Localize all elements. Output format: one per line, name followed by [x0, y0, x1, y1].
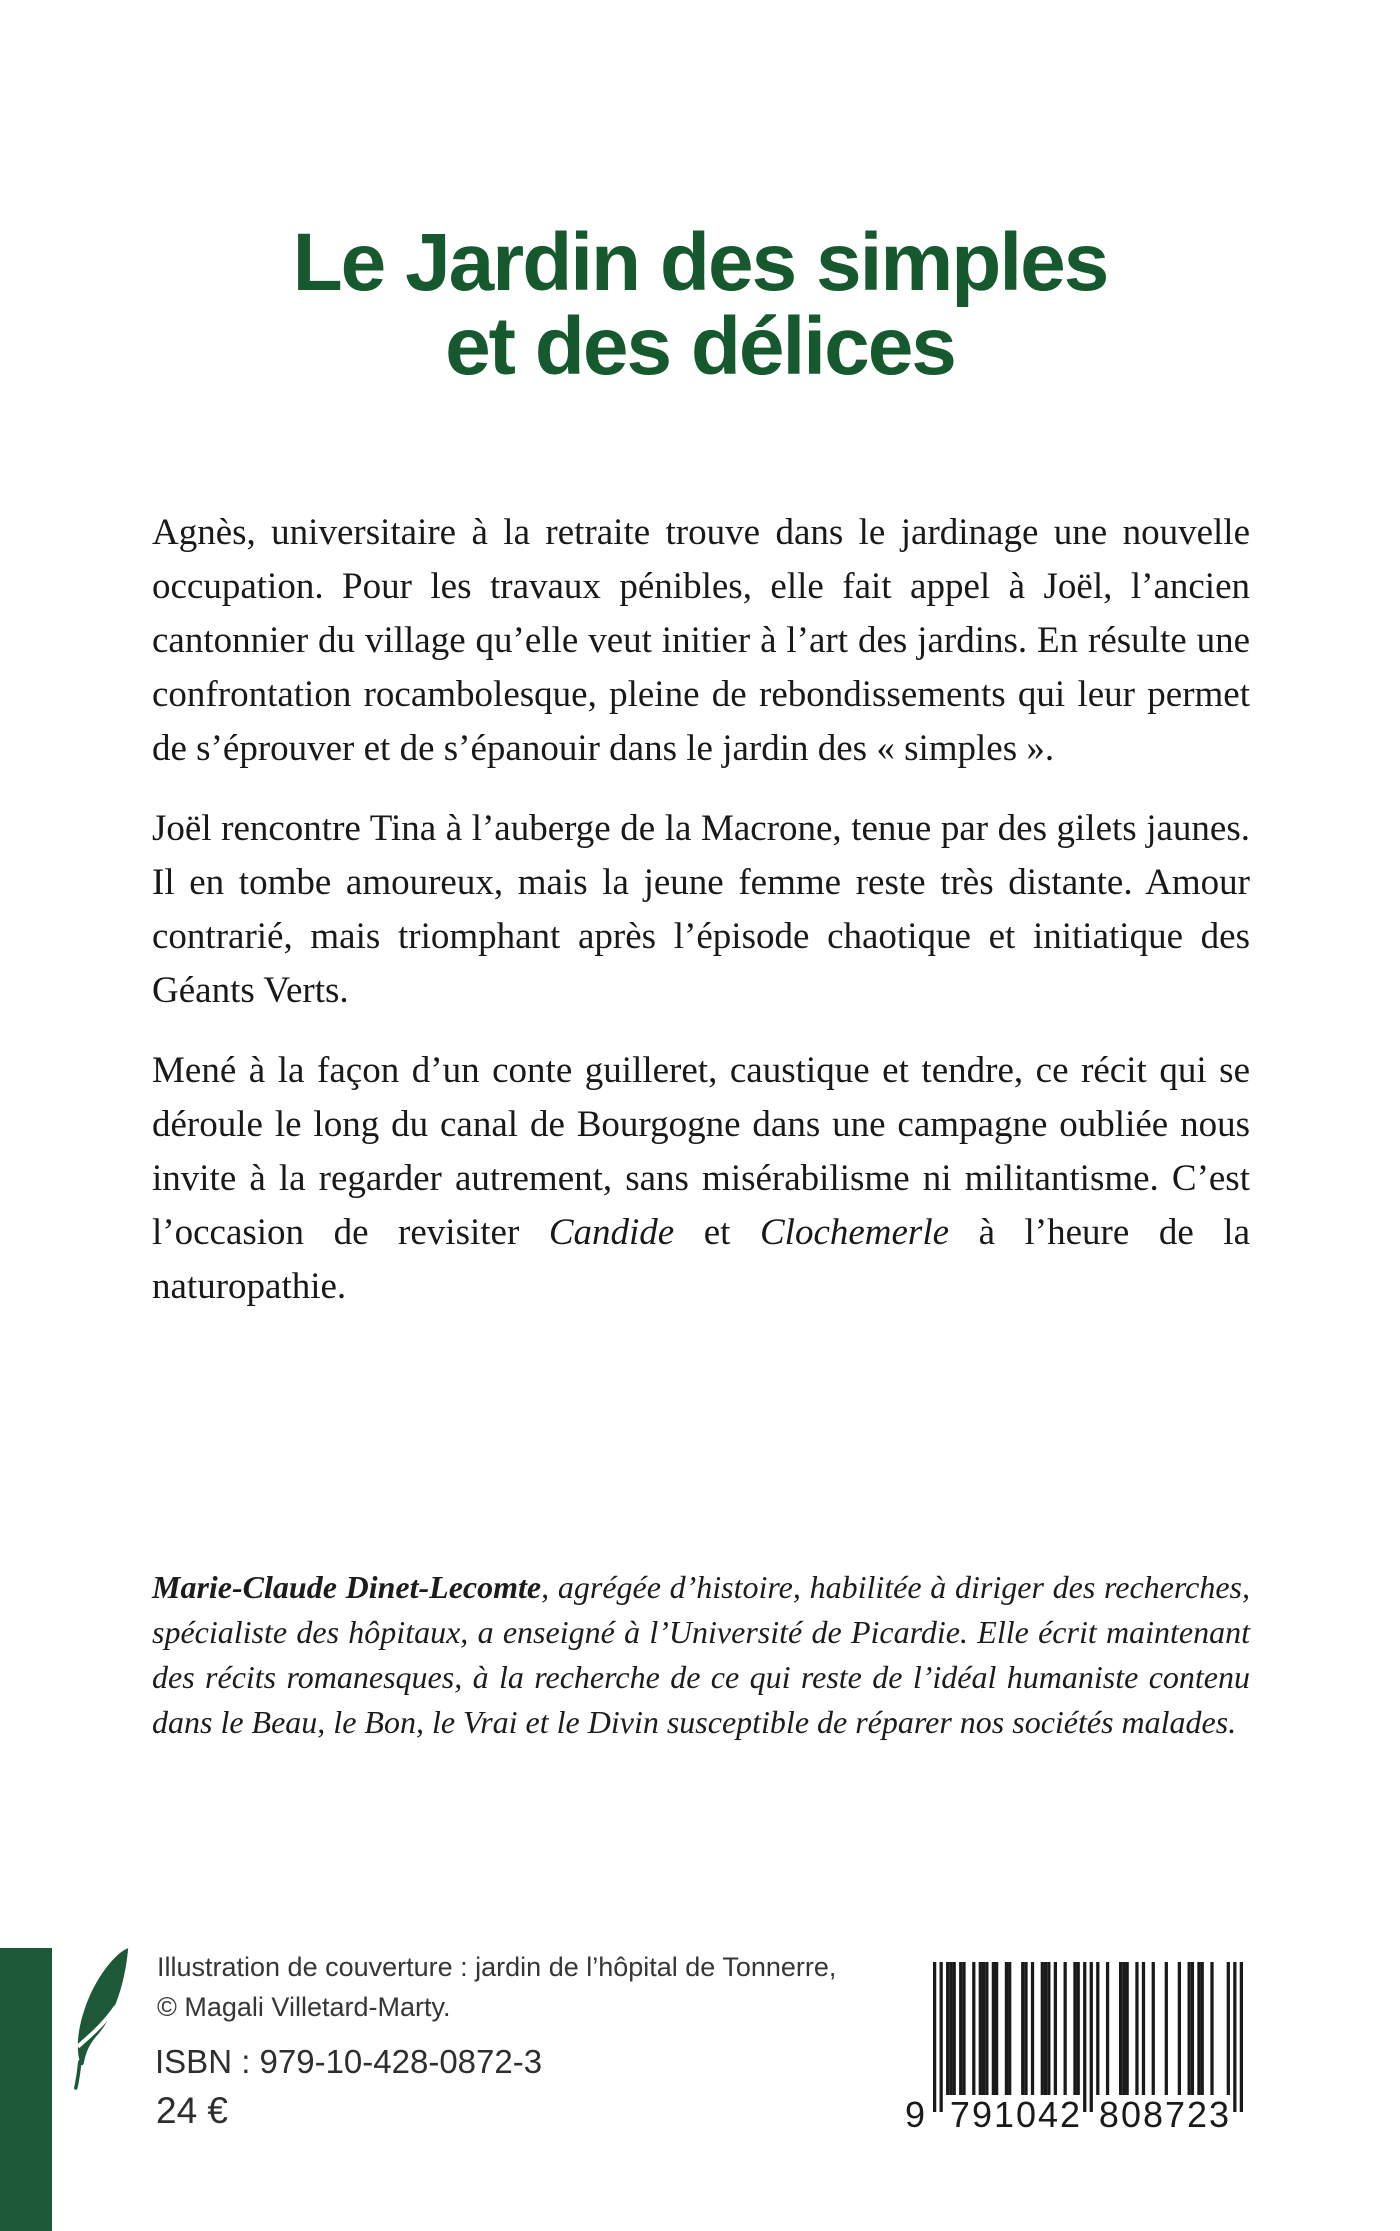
barcode-digits-left: 791042 — [949, 2094, 1083, 2135]
synopsis-paragraph-1: Agnès, universitaire à la retraite trouve dans le jardinage une nouvelle occupation. Pour les travaux pénibles, elle fait appel à Joël, l’ancien cantonnier du village qu’elle veut initier à l’art des jardins. En résulte une confrontation rocambolesque, pleine de rebondissements qui leur permet de s’éprouver et de s’épanouir dans le jardin des « simples ». — [152, 512, 1250, 769]
author-name: Marie-Claude Dinet-Lecomte — [152, 1569, 542, 1605]
referenced-book-title: Clochemerle — [759, 1212, 950, 1253]
synopsis-paragraph-2: Joël rencontre Tina à l’auberge de la Macrone, tenue par des gilets jaunes. Il en tombe amoureux, mais la jeune femme reste très distante. Amour contrarié, mais triomphant après l’épisode chaotique et initiatique des Géants Verts. — [152, 808, 1250, 1011]
green-accent-stripe — [0, 1948, 52, 2231]
title-line-2: et des délices — [445, 300, 955, 392]
title-line-1: Le Jardin des simples — [292, 216, 1108, 308]
author-bio — [152, 1565, 1250, 1745]
price-label: 24 € — [156, 2090, 229, 2131]
synopsis-paragraph-3-text: et — [674, 1212, 760, 1253]
barcode-bars — [933, 1962, 1243, 2112]
quill-feather-icon — [68, 1946, 136, 2092]
cover-credit-line-1: Illustration de couverture : jardin de l’hôpital de Tonnerre, — [157, 1952, 837, 1982]
isbn-label: ISBN : 979-10-428-0872-3 — [155, 2043, 543, 2080]
referenced-book-title: Candide — [548, 1212, 675, 1253]
cover-credit — [157, 1947, 836, 2027]
page-title — [0, 216, 1400, 392]
barcode-digit-lead: 9 — [905, 2094, 928, 2135]
synopsis — [152, 506, 1250, 1314]
cover-credit-line-2: © Magali Villetard-Marty. — [157, 1992, 451, 2022]
synopsis-paragraph-3-text: Mené à la façon d’un conte guilleret, caustique et tendre, ce récit qui se déroule le long du canal de Bourgogne dans une campagne oubliée nous invite à la regarder autrement, sans misérabilisme ni militantisme. C’est l’occasion de revisiter — [152, 1050, 1250, 1253]
author-bio-text: , agrégée d’histoire, habilitée à diriger des recherches, spécialiste des hôpitaux, a enseigné à l’Université de Picardie. Elle écrit maintenant des récits romanesques, à la recherche de ce qui reste de l’idéal humaniste contenu dans le Beau, le Bon, le Vrai et le Divin susceptible de réparer nos sociétés malades. — [152, 1569, 1251, 1740]
synopsis-paragraph-3 — [152, 1044, 1250, 1314]
barcode-digits-right: 808723 — [1098, 2094, 1232, 2135]
barcode — [905, 1962, 1250, 2134]
synopsis-paragraph-3-text: à l’heure de la naturopathie. — [152, 1212, 1250, 1307]
publisher-feather-logo — [68, 1946, 136, 2092]
